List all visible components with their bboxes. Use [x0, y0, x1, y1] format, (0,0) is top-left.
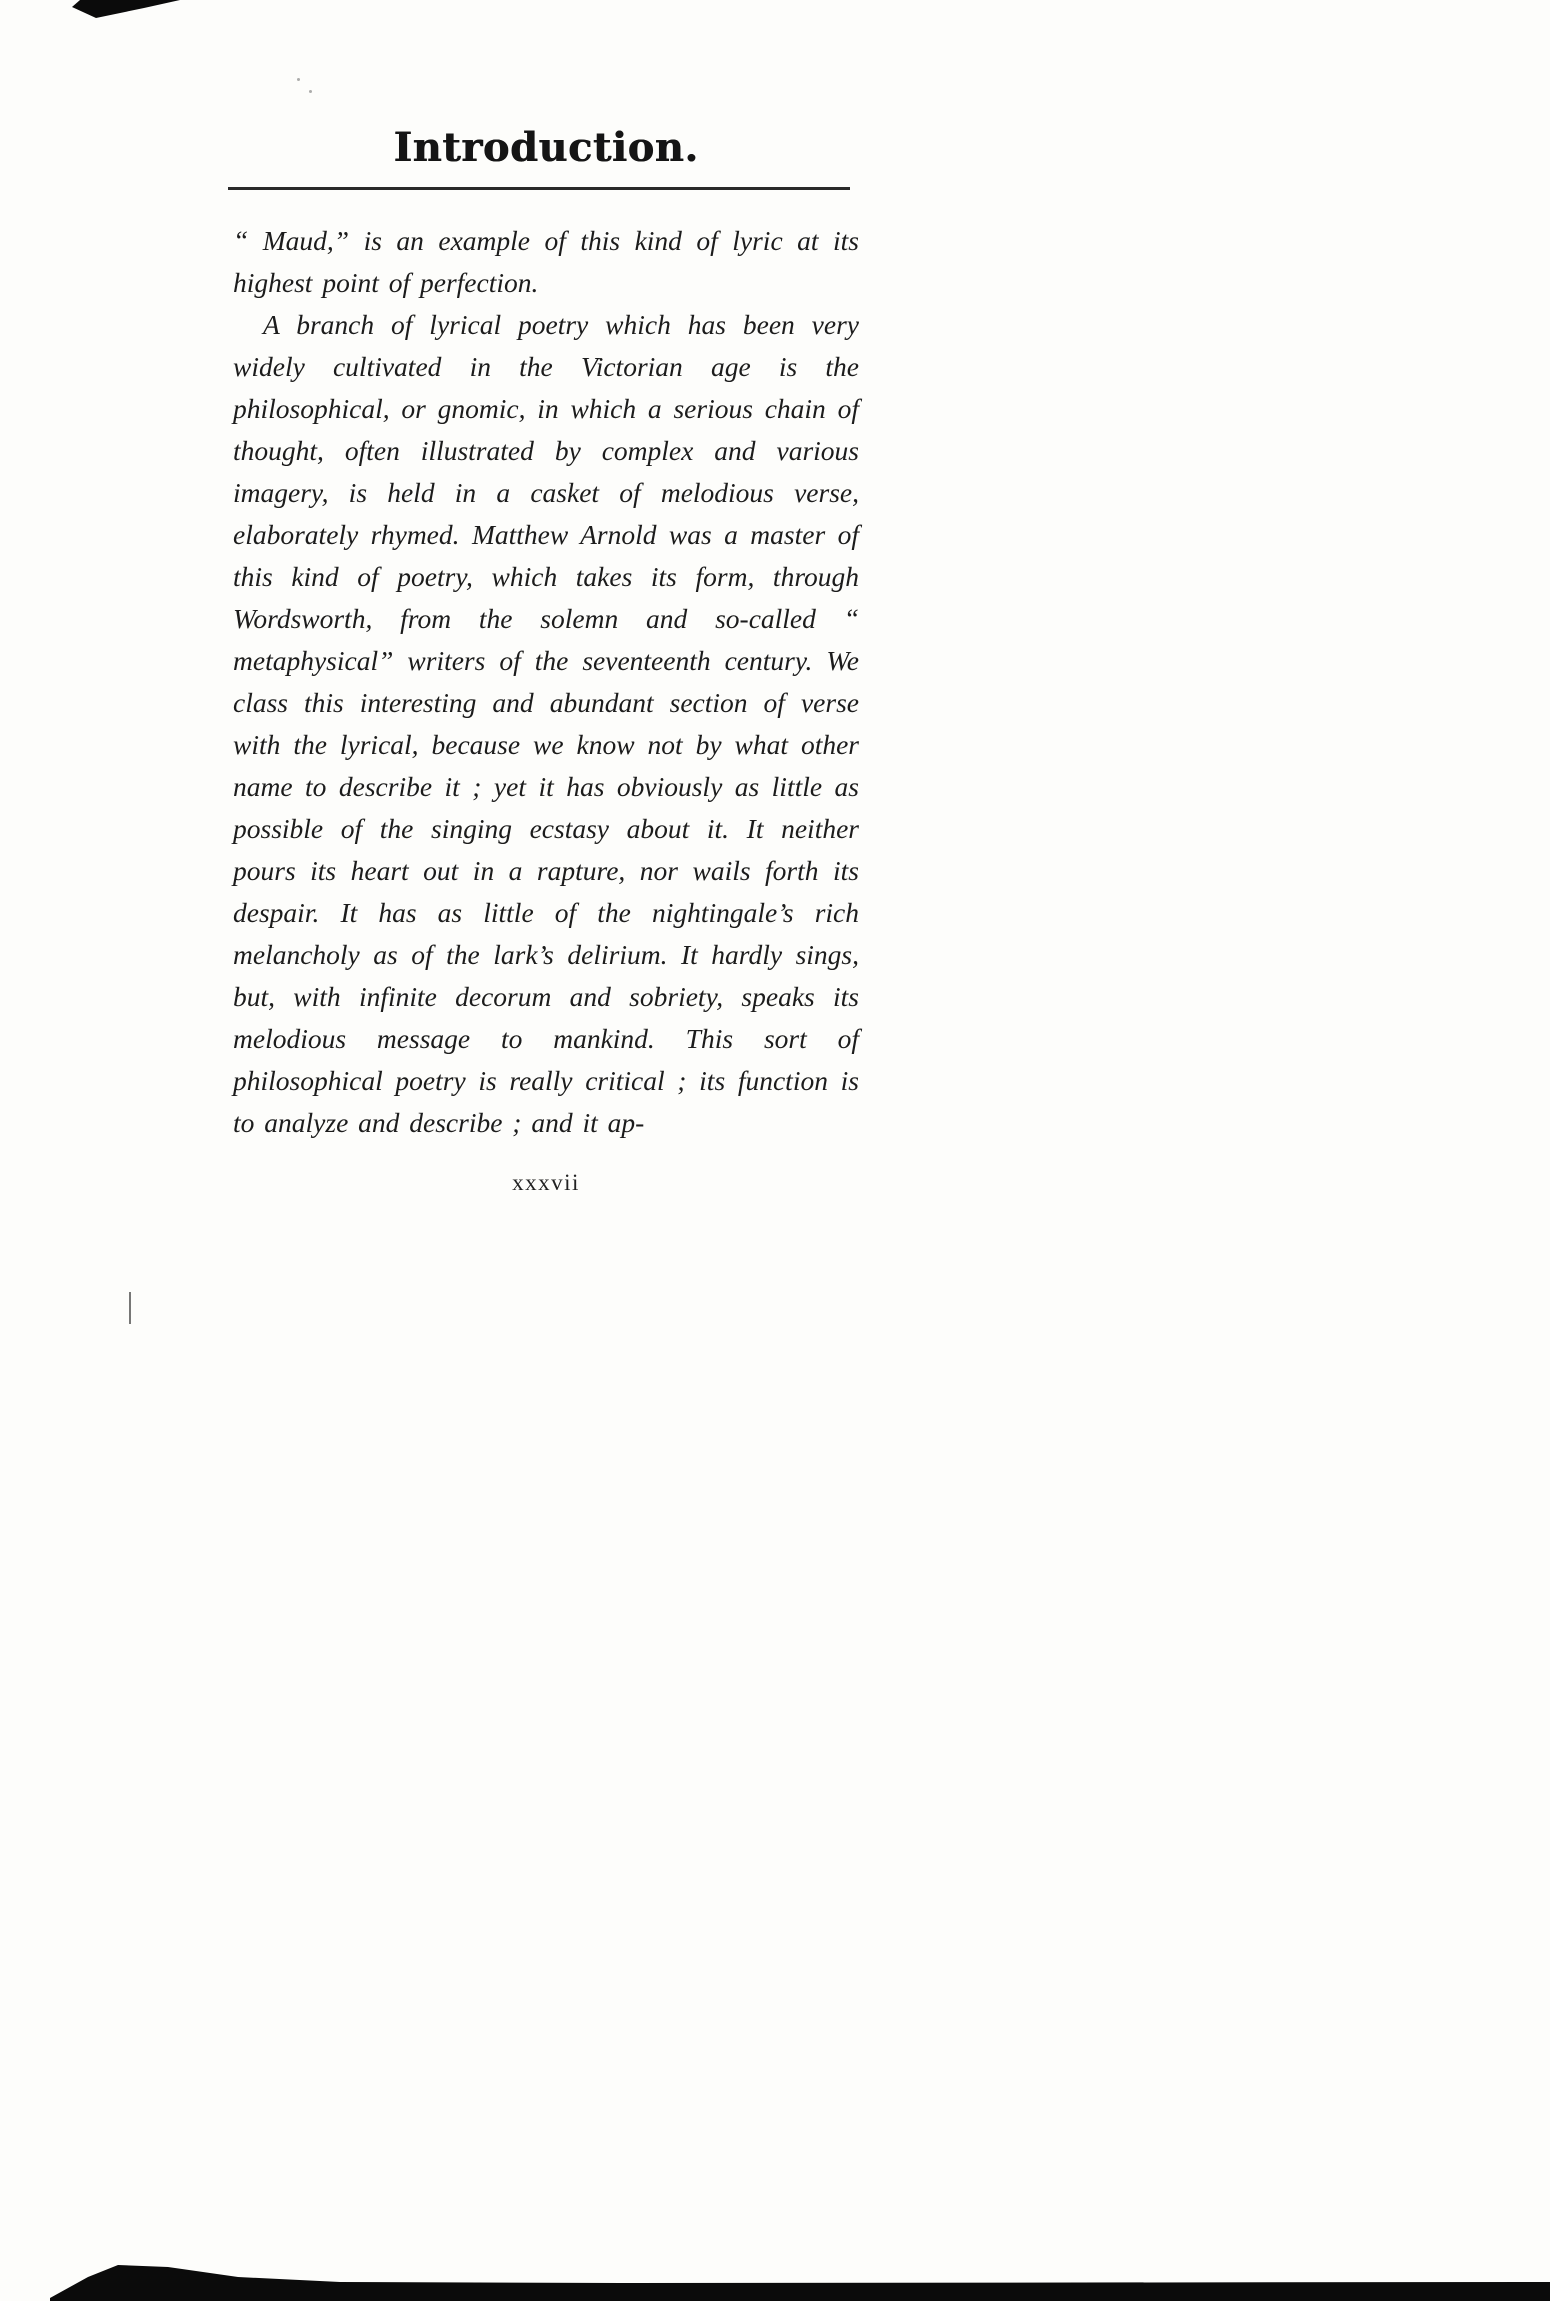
- paragraph: A branch of lyrical poetry which has been very widely cultivated in the Victorian age is the philosophical, or gnomic, in which a serious chain of thought, often illustrated by complex and various imagery, is held in a casket of melodious verse, elaborately rhymed. Matthew Arnold was a master of this kind of poetry, which takes its form, through Wordsworth, from the solemn and so-called “ metaphysical” writers of the seventeenth century. We class this interesting and abundant section of verse with the lyrical, because we know not by what other name to describe it ; yet it has obviously as little as possible of the singing ecstasy about it. It neither pours its heart out in a rapture, nor wails forth its despair. It has as little of the nightingale’s rich melancholy as of the lark’s delirium. It hardly sings, but, with infinite decorum and sobriety, speaks its melodious message to mankind. This sort of philosophical poetry is really critical ; its function is to analyze and describe ; and it ap-: [233, 309, 859, 1138]
- page-title: Introduction.: [393, 124, 699, 171]
- page-number: xxxvii: [512, 1170, 580, 1195]
- scan-artifact-tick: [129, 1292, 131, 1324]
- scan-artifact-bottom-band-shape: [50, 2265, 1550, 2301]
- body-text: [233, 220, 859, 1144]
- title-rule: [228, 187, 850, 190]
- paragraph: “ Maud,” is an example of this kind of lyric at its highest point of perfection.: [233, 225, 859, 298]
- scan-artifact-top-wedge-shape: [72, 0, 180, 18]
- text-column: [233, 0, 859, 1196]
- scan-artifact-bottom-band: [0, 2256, 1550, 2301]
- scan-artifact-top-wedge: [72, 0, 182, 20]
